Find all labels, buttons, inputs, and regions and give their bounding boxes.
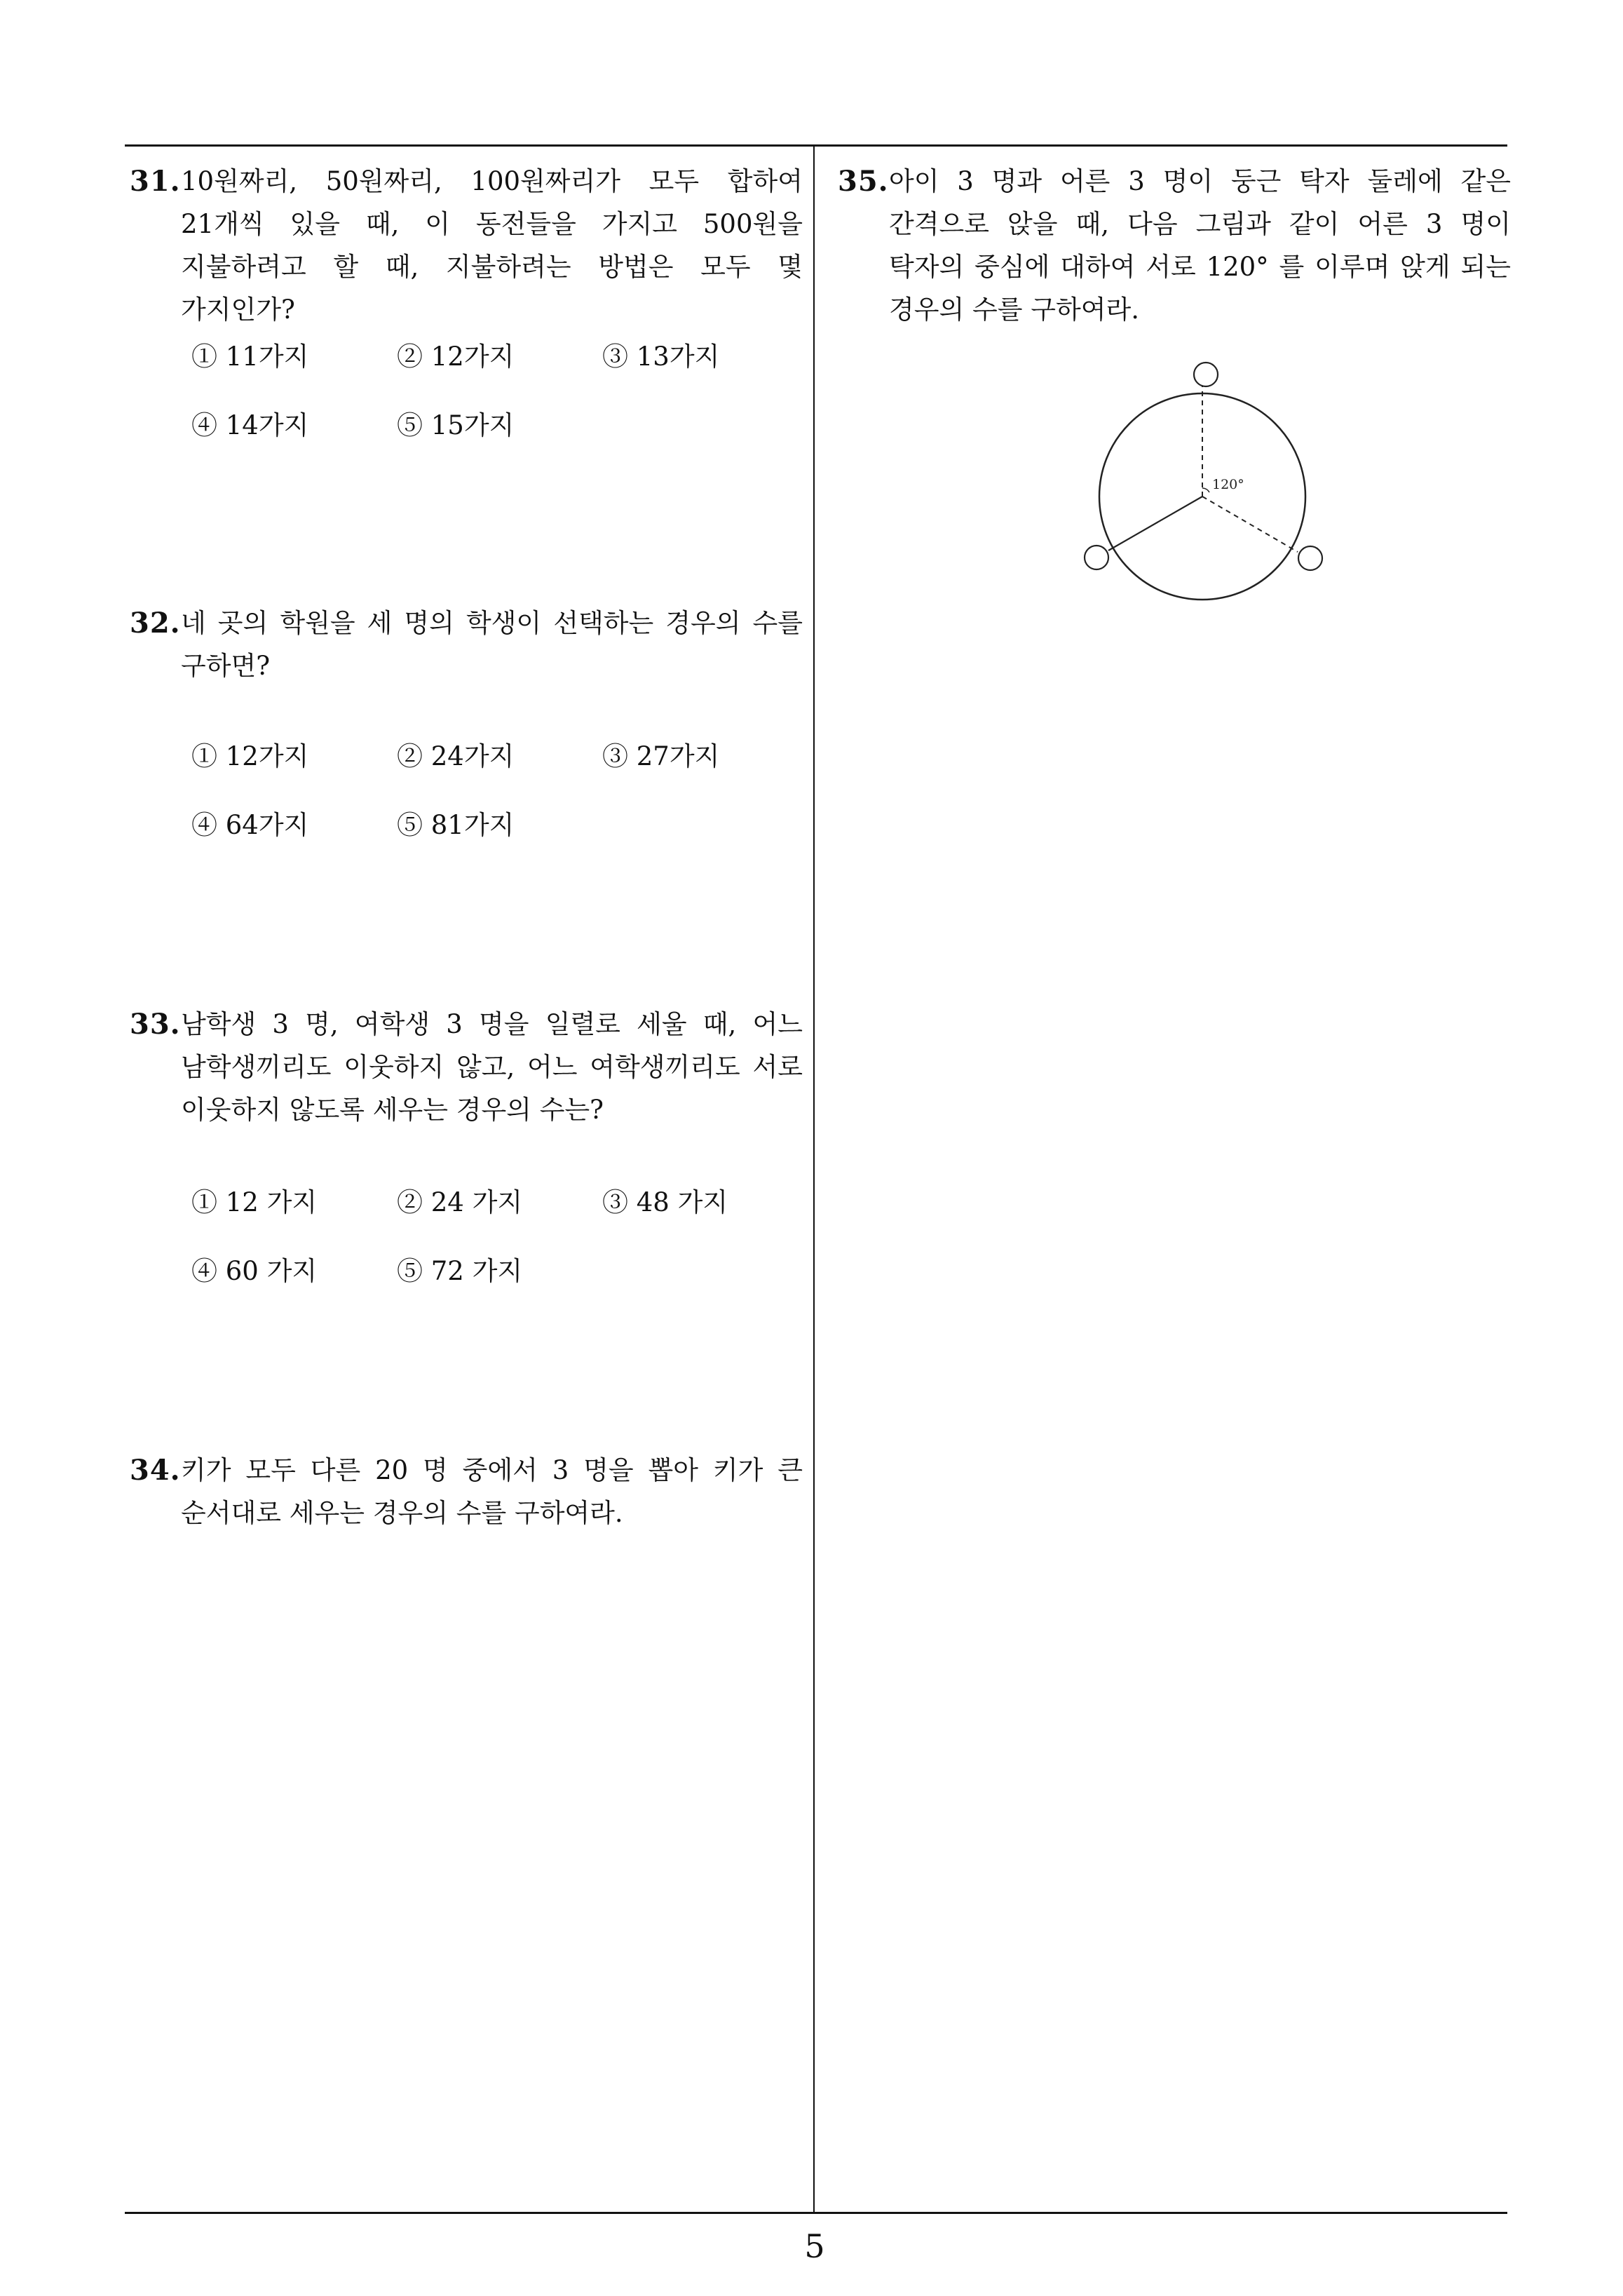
seat-top-icon [1194, 363, 1218, 386]
choice-4[interactable]: ④ 64가지 [191, 810, 309, 840]
choice-1[interactable]: ① 12 가지 [191, 1187, 318, 1217]
top-rule [125, 144, 1507, 147]
question-34 [130, 1449, 803, 1534]
question-33 [130, 1003, 803, 1286]
round-table-figure [1073, 354, 1339, 614]
seat-right-icon [1298, 546, 1322, 570]
choice-1[interactable]: ① 12가지 [191, 741, 309, 771]
question-number: 31. [130, 165, 181, 198]
solid-radius-left [1108, 497, 1202, 551]
question-text: 키가 모두 다른 20 명 중에서 3 명을 뽑아 키가 큰 순서대로 세우는 경우의 수를 구하여라. [181, 1455, 803, 1528]
angle-arc [1202, 488, 1209, 492]
choice-2[interactable]: ② 12가지 [397, 342, 515, 372]
choice-5[interactable]: ⑤ 72 가지 [397, 1256, 523, 1286]
question-number: 32. [130, 607, 181, 640]
choice-4[interactable]: ④ 14가지 [191, 410, 309, 440]
column-divider [813, 146, 815, 2213]
angle-label: 120° [1212, 477, 1244, 492]
choice-2[interactable]: ② 24 가지 [397, 1187, 523, 1217]
question-32 [130, 602, 803, 840]
bottom-rule [125, 2212, 1507, 2214]
question-text: 아이 3 명과 어른 3 명이 둥근 탁자 둘레에 같은 간격으로 앉을 때, 다음 그림과 같이 어른 3 명이 탁자의 중심에 대하여 서로 120° 를 이루며 앉게 되는 경우의 수를 구하여라. [889, 166, 1511, 325]
question-31 [130, 160, 803, 440]
choice-4[interactable]: ④ 60 가지 [191, 1256, 318, 1286]
question-number: 34. [130, 1454, 181, 1487]
choice-3[interactable]: ③ 48 가지 [602, 1187, 728, 1217]
question-text: 네 곳의 학원을 세 명의 학생이 선택하는 경우의 수를 구하면? [181, 608, 803, 681]
question-number: 33. [130, 1008, 181, 1041]
question-text: 남학생 3 명, 여학생 3 명을 일렬로 세울 때, 어느 남학생끼리도 이웃하지 않고, 어느 여학생끼리도 서로 이웃하지 않도록 세우는 경우의 수는? [181, 1009, 803, 1125]
choice-5[interactable]: ⑤ 15가지 [397, 410, 515, 440]
choice-5[interactable]: ⑤ 81가지 [397, 810, 515, 840]
choice-3[interactable]: ③ 13가지 [602, 342, 720, 372]
choice-1[interactable]: ① 11가지 [191, 342, 309, 372]
dashed-radius-right [1202, 497, 1298, 552]
question-35 [838, 160, 1511, 331]
question-text: 10원짜리, 50원짜리, 100원짜리가 모두 합하여 21개씩 있을 때, 이 동전들을 가지고 500원을 지불하려고 할 때, 지불하려는 방법은 모두 몇 가지인가? [181, 166, 803, 325]
seat-left-icon [1085, 546, 1108, 569]
choice-3[interactable]: ③ 27가지 [602, 741, 720, 771]
page-number: 5 [804, 2227, 825, 2265]
choice-2[interactable]: ② 24가지 [397, 741, 515, 771]
question-number: 35. [838, 165, 889, 198]
